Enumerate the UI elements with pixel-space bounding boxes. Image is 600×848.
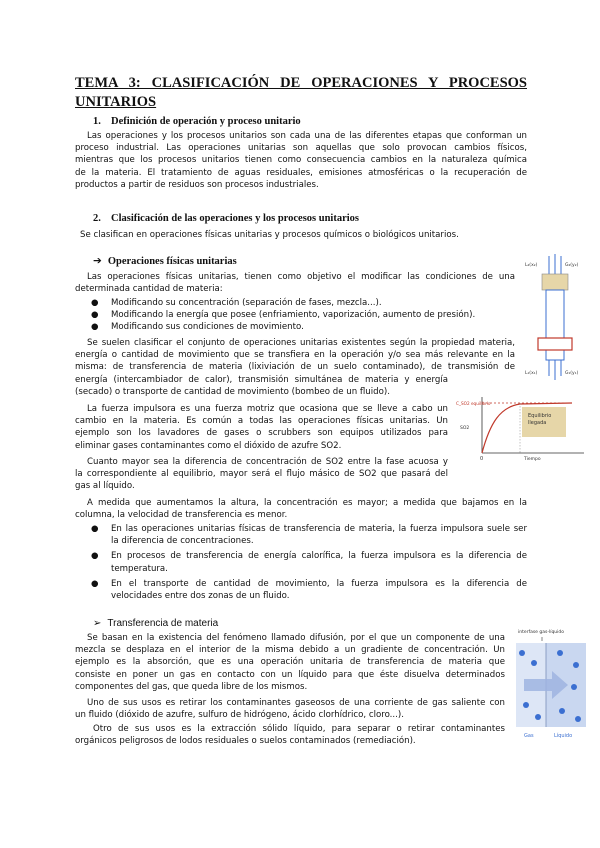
concentration-curve-figure: [454, 393, 590, 465]
section-2-intro: [80, 229, 527, 241]
transferencia-paragraph-2: [75, 697, 505, 721]
text-line: productos a partir de residuos son procesos industriales.: [75, 179, 319, 190]
arrow-icon: ➔: [93, 255, 102, 267]
bullet-icon: ●: [91, 310, 99, 321]
text-line: componentes del gas, que queda libre de los mismos.: [75, 681, 308, 692]
text-line: Cuanto mayor sea la diferencia de concentración de SO2 entre la fase acuosa y: [87, 457, 448, 467]
x-axis-origin-label: 0: [480, 456, 484, 462]
text-line: Se suelen clasificar el conjunto de operaciones unitarias existentes según la propiedad materia,: [87, 338, 515, 348]
column-label-bottom-left: L₁(x₁): [525, 371, 538, 376]
text-line: energía (intercambiador de calor), transmisión simultánea de materia y energía: [75, 374, 448, 385]
text-line: La fuerza impulsora es una fuerza motriz que ocasiona que se lleve a cabo un: [87, 404, 448, 414]
text-line: Las operaciones y los procesos unitarios son cada una de las diferentes etapas que conforman un: [87, 131, 527, 141]
list-item-text: Modificando sus condiciones de movimiento.: [111, 322, 304, 333]
text-line: orgánicos peligrosos de lodos residuales o suelos contaminados (remediación).: [75, 736, 416, 747]
list-item-text: la diferencia de concentraciones.: [111, 536, 254, 547]
equilibrium-label: Equilibrio: [528, 413, 552, 419]
list-item: [91, 297, 511, 309]
page-title: [75, 74, 527, 112]
fisicas-paragraph-3: [75, 403, 448, 452]
bullet-icon: ●: [91, 298, 99, 308]
fisicas-bullet-list: [91, 297, 511, 334]
text-line: mientras que los procesos unitarios tienen como consecuencia cambios en la naturaleza química: [75, 155, 527, 166]
interface-label: interfase gas-líquido: [518, 630, 565, 635]
bullet-icon: ●: [91, 578, 99, 589]
x-axis-label: Tiempo: [524, 457, 541, 462]
text-line: columna, la velocidad de transferencia es menor.: [75, 510, 288, 521]
molecule-dot: [519, 650, 525, 656]
column-top-section: [542, 274, 568, 290]
text-line: mezcla se desplaza en el interior de la misma debido a un gradiente de concentración. Un: [75, 645, 505, 656]
fisicas-paragraph-4: [75, 456, 448, 493]
list-item-text: En las operaciones unitarias físicas de transferencia de materia, la fuerza impulsora suele ser: [111, 524, 527, 534]
fisicas-paragraph-2: [75, 337, 515, 398]
molecule-dot: [531, 660, 537, 666]
section-1-title: Definición de operación y proceso unitario: [111, 116, 301, 127]
text-line: gas al líquido.: [75, 481, 135, 492]
title-line-2: UNITARIOS: [75, 94, 157, 110]
text-line: energía o cantidad de movimiento que se transfiera en la operación y/o sea más relevante en la: [75, 350, 515, 361]
section-1-number: 1.: [93, 116, 101, 127]
bullet-icon: ●: [91, 551, 99, 562]
text-line: ejemplo es la absorción, que es una operación unitaria de transferencia de materia que: [75, 657, 505, 668]
transferencia-heading: [93, 618, 218, 629]
molecule-dot: [575, 716, 581, 722]
list-item-text: temperatura.: [111, 563, 168, 574]
y-axis-label: SO2: [460, 426, 470, 431]
list-item: [91, 550, 527, 574]
equilibrium-concentration-label: C_SO2 equilibrio: [456, 401, 491, 406]
liquid-label: Líquido: [554, 733, 573, 739]
section-2-heading: [93, 213, 359, 224]
text-line: eliminar gases contaminantes como el dióxido de azufre SO2.: [75, 440, 342, 451]
list-item: [91, 309, 511, 321]
text-line: la correspondiente al equilibrio, mayor será el flujo másico de SO2 que pasará del: [75, 469, 448, 480]
text-line: consiste en poner un gas en contacto con un líquido para que éste disuelva determinados: [75, 669, 505, 680]
fisicas-title: Operaciones físicas unitarias: [107, 256, 237, 267]
text-line: A medida que aumentamos la altura, la concentración es mayor; a medida que bajamos en la: [87, 498, 527, 508]
title-line-1: TEMA 3: CLASIFICACIÓN DE OPERACIONES Y PROCESOS: [75, 75, 527, 91]
text-line: Uno de sus usos es retirar los contaminantes gaseosos de una corriente de gas saliente con: [87, 698, 505, 708]
section-2-number: 2.: [93, 213, 101, 224]
molecule-dot: [571, 684, 577, 690]
list-item: [91, 321, 511, 333]
section-2-title: Clasificación de las operaciones y los procesos unitarios: [111, 213, 360, 224]
bullet-icon: ●: [91, 322, 99, 333]
list-item-text: Modificando la energía que posee (enfriamiento, vaporización, aumento de presión).: [111, 310, 476, 321]
molecule-dot: [523, 702, 529, 708]
absorption-column-figure: [523, 252, 587, 382]
list-item: [91, 578, 527, 602]
section-1-paragraph: [75, 130, 527, 191]
fuerza-impulsora-list: [91, 523, 527, 602]
text-line: Se clasifican en operaciones físicas unitarias y procesos químicos o biológicos unitarios.: [80, 230, 459, 240]
diffusion-figure: [512, 625, 590, 741]
list-item-text: Modificando su concentración (separación de fases, mezcla...).: [111, 298, 382, 308]
text-line: cambio en la materia. Es común a todas las operaciones físicas unitarias. Un: [75, 416, 448, 427]
arrival-label: llegada: [528, 420, 547, 426]
transferencia-paragraph-1: [75, 632, 505, 693]
text-line: proceso industrial. Las operaciones unitarias son aquellas que solo provocan cambios físicos,: [75, 143, 527, 154]
column-label-top-left: L₂(x₂): [525, 263, 538, 268]
column-label-bottom-right: G₁(y₁): [565, 371, 579, 376]
list-item-text: En procesos de transferencia de energía calorífica, la fuerza impulsora es la diferencia de: [111, 551, 527, 562]
text-line: misma: de transferencia de materia (lixiviación de un suelo contaminado), de transmisión de: [75, 362, 515, 373]
column-slice-highlight: [538, 338, 572, 350]
list-item-text: velocidades entre dos zonas de un fluido.: [111, 591, 290, 602]
text-line: determinada cantidad de materia:: [75, 284, 223, 295]
text-line: Las operaciones físicas unitarias, tienen como objetivo el modificar las condiciones de una: [87, 272, 515, 282]
molecule-dot: [573, 662, 579, 668]
text-line: Otro de sus usos es la extracción sólido líquido, para separar o retirar contaminantes: [93, 724, 505, 734]
section-1-heading: [93, 116, 301, 127]
bullet-icon: ●: [91, 524, 99, 534]
transferencia-paragraph-3: [75, 723, 505, 747]
molecule-dot: [557, 650, 563, 656]
arrow-icon: ➢: [93, 618, 102, 629]
text-line: (secado) o transporte de cantidad de movimiento (bombeo de un fluido).: [75, 386, 390, 397]
molecule-dot: [559, 708, 565, 714]
molecule-dot: [535, 714, 541, 720]
list-item: [91, 523, 527, 547]
column-label-top-right: G₂(y₂): [565, 263, 579, 268]
fisicas-intro: [75, 271, 515, 295]
text-line: ejemplo son los lavadores de gases o scrubbers son equipos utilizados para: [75, 428, 448, 439]
text-line: Se basan en la existencia del fenómeno llamado difusión, por el que un componente de una: [87, 633, 505, 643]
fisicas-paragraph-5: [75, 497, 527, 521]
text-line: de la materia. El tratamiento de aguas residuales, emisiones atmosféricas o la recuperación de: [75, 167, 527, 178]
transferencia-title: Transferencia de materia: [107, 618, 219, 629]
text-line: un fluido (dióxido de azufre, sulfuro de hidrógeno, ácido clorhídrico, cloro...).: [75, 710, 404, 721]
list-item-text: En el transporte de cantidad de movimiento, la fuerza impulsora es la diferencia de: [111, 578, 527, 589]
fisicas-heading: [93, 255, 237, 267]
gas-label: Gas: [524, 733, 534, 739]
